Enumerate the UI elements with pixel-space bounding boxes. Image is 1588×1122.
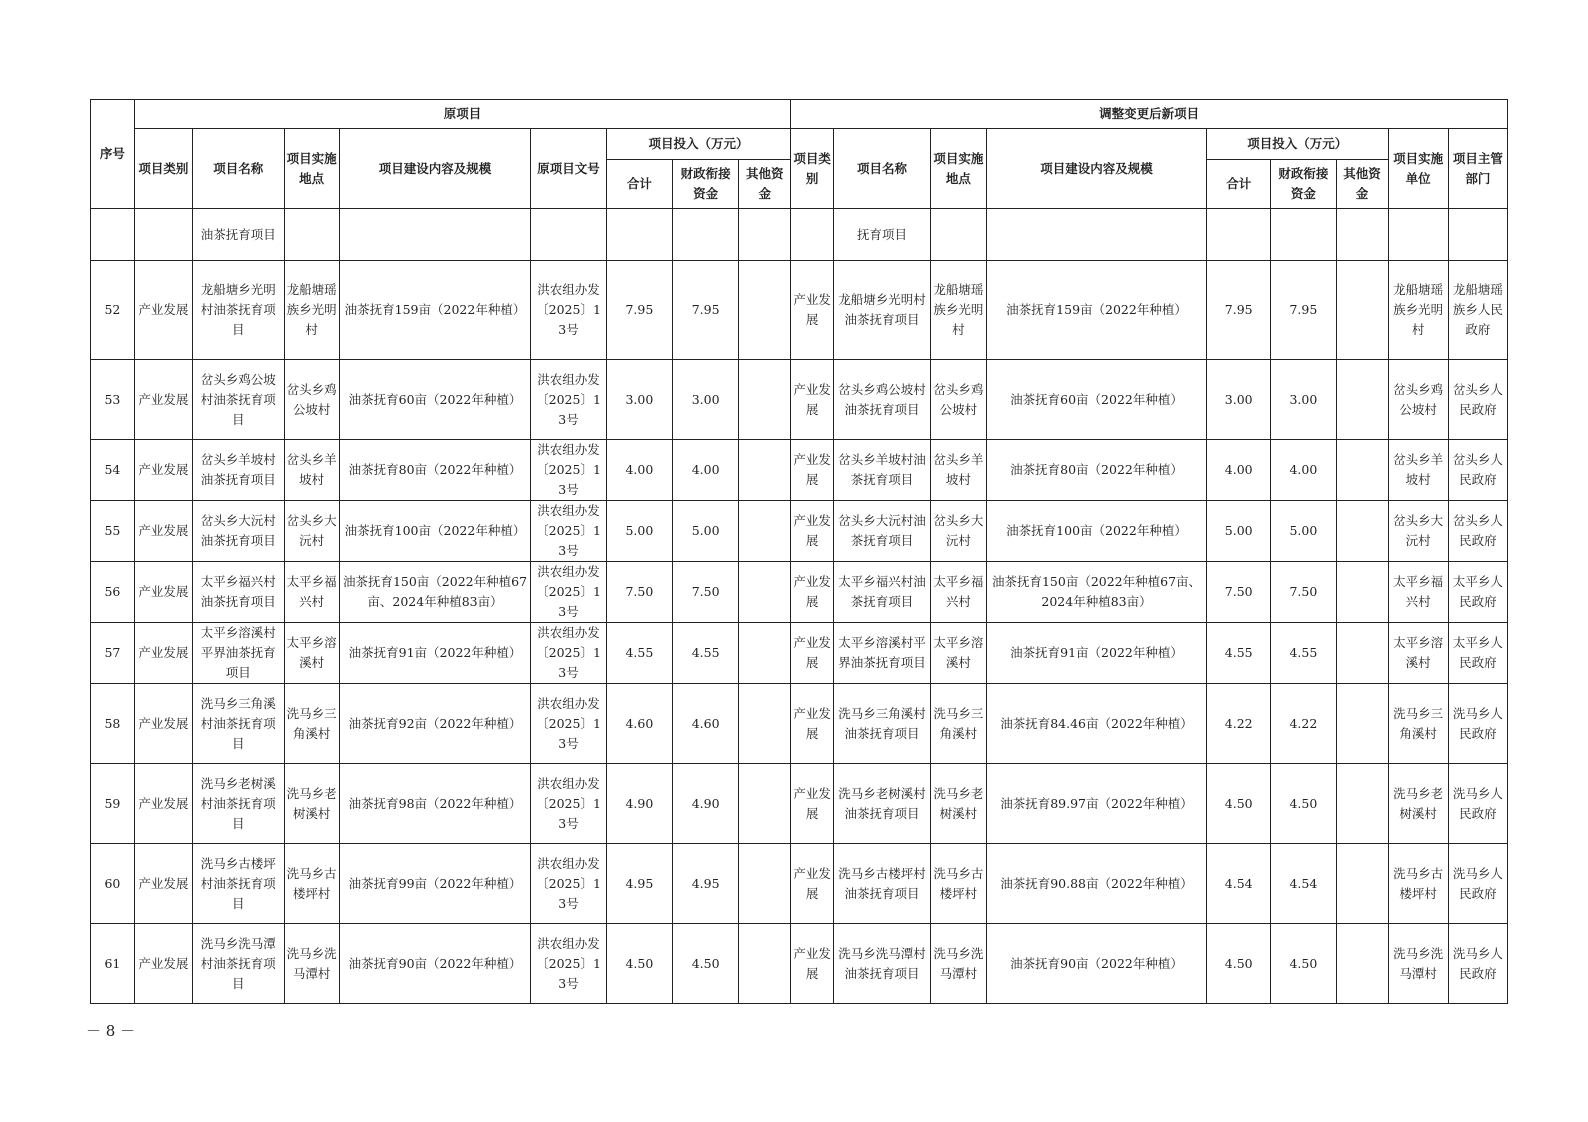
cell-o-type: 产业发展	[134, 764, 192, 844]
table-row	[91, 764, 1508, 844]
header-n-fiscal: 财政衔接资金	[1271, 160, 1336, 209]
cell-n-total: 7.95	[1207, 261, 1271, 360]
cell-n-content: 油茶抚育159亩（2022年种植）	[986, 261, 1206, 360]
table-row	[91, 501, 1508, 562]
cell-o-type: 产业发展	[134, 623, 192, 684]
header-n-invest: 项目投入（万元）	[1207, 129, 1388, 160]
cell-empty	[930, 209, 986, 261]
cell-n-content: 油茶抚育90亩（2022年种植）	[986, 924, 1206, 1004]
cell-n-unit: 岔头乡鸡公坡村	[1388, 360, 1448, 440]
cell-o-name: 岔头乡鸡公坡村油茶抚育项目	[192, 360, 284, 440]
cell-n-type: 产业发展	[791, 623, 834, 684]
cell-n-name: 洗马乡三角溪村油茶抚育项目	[834, 684, 931, 764]
cell-o-other	[739, 440, 791, 501]
cell-seq: 54	[91, 440, 135, 501]
cell-empty	[134, 209, 192, 261]
cell-n-other	[1336, 501, 1388, 562]
header-n-unit: 项目实施单位	[1388, 129, 1448, 209]
cell-o-name: 太平乡溶溪村平界油茶抚育项目	[192, 623, 284, 684]
cell-o-other	[739, 501, 791, 562]
cell-n-fiscal: 4.50	[1271, 764, 1336, 844]
cell-o-name: 油茶抚育项目	[192, 209, 284, 261]
cell-o-fiscal: 4.95	[672, 844, 738, 924]
cell-n-site: 太平乡福兴村	[930, 562, 986, 623]
cell-o-site: 洗马乡洗马潭村	[284, 924, 339, 1004]
table-row	[91, 844, 1508, 924]
table-row	[91, 440, 1508, 501]
cell-seq: 60	[91, 844, 135, 924]
cell-o-site: 太平乡溶溪村	[284, 623, 339, 684]
cell-n-fiscal: 3.00	[1271, 360, 1336, 440]
cell-o-type: 产业发展	[134, 360, 192, 440]
cell-n-unit: 洗马乡古楼坪村	[1388, 844, 1448, 924]
cell-n-type: 产业发展	[791, 360, 834, 440]
cell-o-doc: 洪农组办发〔2025〕13号	[531, 261, 606, 360]
cell-seq: 56	[91, 562, 135, 623]
table-row	[91, 684, 1508, 764]
cell-n-name: 抚育项目	[834, 209, 931, 261]
cell-n-dept: 洗马乡人民政府	[1448, 844, 1507, 924]
cell-empty	[339, 209, 531, 261]
cell-empty	[672, 209, 738, 261]
cell-n-dept: 洗马乡人民政府	[1448, 684, 1507, 764]
table-row	[91, 261, 1508, 360]
cell-n-other	[1336, 844, 1388, 924]
cell-o-content: 油茶抚育60亩（2022年种植）	[339, 360, 531, 440]
cell-o-doc: 洪农组办发〔2025〕13号	[531, 440, 606, 501]
header-o-other: 其他资金	[739, 160, 791, 209]
cell-n-site: 岔头乡大沅村	[930, 501, 986, 562]
cell-n-content: 油茶抚育91亩（2022年种植）	[986, 623, 1206, 684]
cell-n-total: 4.55	[1207, 623, 1271, 684]
header-o-doc: 原项目文号	[531, 129, 606, 209]
cell-o-doc: 洪农组办发〔2025〕13号	[531, 924, 606, 1004]
cell-n-total: 4.50	[1207, 924, 1271, 1004]
continuation-row	[91, 209, 1508, 261]
cell-o-total: 4.60	[606, 684, 672, 764]
cell-o-site: 洗马乡三角溪村	[284, 684, 339, 764]
cell-o-fiscal: 4.60	[672, 684, 738, 764]
cell-o-fiscal: 7.95	[672, 261, 738, 360]
cell-seq: 61	[91, 924, 135, 1004]
cell-n-name: 龙船塘乡光明村油茶抚育项目	[834, 261, 931, 360]
cell-empty	[606, 209, 672, 261]
cell-n-type: 产业发展	[791, 924, 834, 1004]
cell-n-content: 油茶抚育84.46亩（2022年种植）	[986, 684, 1206, 764]
page-number: － 8 －	[86, 1022, 136, 1040]
cell-o-content: 油茶抚育100亩（2022年种植）	[339, 501, 531, 562]
cell-o-site: 岔头乡大沅村	[284, 501, 339, 562]
cell-n-content: 油茶抚育60亩（2022年种植）	[986, 360, 1206, 440]
cell-o-other	[739, 261, 791, 360]
cell-n-other	[1336, 360, 1388, 440]
header-n-type: 项目类别	[791, 129, 834, 209]
cell-n-fiscal: 4.50	[1271, 924, 1336, 1004]
cell-o-fiscal: 7.50	[672, 562, 738, 623]
cell-n-name: 太平乡溶溪村平界油茶抚育项目	[834, 623, 931, 684]
cell-o-type: 产业发展	[134, 440, 192, 501]
table-row	[91, 360, 1508, 440]
cell-n-unit: 岔头乡羊坡村	[1388, 440, 1448, 501]
cell-n-site: 洗马乡三角溪村	[930, 684, 986, 764]
header-n-dept: 项目主管部门	[1448, 129, 1507, 209]
cell-n-other	[1336, 684, 1388, 764]
cell-o-other	[739, 764, 791, 844]
cell-n-dept: 太平乡人民政府	[1448, 623, 1507, 684]
cell-o-content: 油茶抚育99亩（2022年种植）	[339, 844, 531, 924]
cell-n-unit: 洗马乡老树溪村	[1388, 764, 1448, 844]
cell-n-fiscal: 4.54	[1271, 844, 1336, 924]
cell-n-other	[1336, 924, 1388, 1004]
cell-o-total: 3.00	[606, 360, 672, 440]
cell-n-type: 产业发展	[791, 684, 834, 764]
cell-o-content: 油茶抚育92亩（2022年种植）	[339, 684, 531, 764]
cell-o-name: 龙船塘乡光明村油茶抚育项目	[192, 261, 284, 360]
cell-o-other	[739, 844, 791, 924]
cell-o-site: 岔头乡鸡公坡村	[284, 360, 339, 440]
cell-n-fiscal: 5.00	[1271, 501, 1336, 562]
cell-n-dept: 洗马乡人民政府	[1448, 924, 1507, 1004]
cell-empty	[1207, 209, 1271, 261]
cell-n-dept: 太平乡人民政府	[1448, 562, 1507, 623]
cell-seq: 59	[91, 764, 135, 844]
cell-n-type: 产业发展	[791, 501, 834, 562]
cell-empty	[1336, 209, 1388, 261]
cell-n-name: 岔头乡鸡公坡村油茶抚育项目	[834, 360, 931, 440]
cell-n-other	[1336, 562, 1388, 623]
cell-o-fiscal: 4.00	[672, 440, 738, 501]
cell-n-type: 产业发展	[791, 261, 834, 360]
header-o-total: 合计	[606, 160, 672, 209]
cell-n-site: 太平乡溶溪村	[930, 623, 986, 684]
cell-o-type: 产业发展	[134, 501, 192, 562]
cell-n-total: 4.54	[1207, 844, 1271, 924]
cell-n-dept: 岔头乡人民政府	[1448, 501, 1507, 562]
cell-n-site: 洗马乡古楼坪村	[930, 844, 986, 924]
cell-empty	[91, 209, 135, 261]
cell-o-total: 4.55	[606, 623, 672, 684]
cell-o-name: 洗马乡三角溪村油茶抚育项目	[192, 684, 284, 764]
cell-o-name: 洗马乡洗马潭村油茶抚育项目	[192, 924, 284, 1004]
cell-empty	[531, 209, 606, 261]
cell-n-site: 洗马乡老树溪村	[930, 764, 986, 844]
cell-o-total: 4.90	[606, 764, 672, 844]
cell-empty	[1448, 209, 1507, 261]
cell-n-dept: 岔头乡人民政府	[1448, 440, 1507, 501]
cell-o-content: 油茶抚育98亩（2022年种植）	[339, 764, 531, 844]
cell-o-type: 产业发展	[134, 844, 192, 924]
cell-o-doc: 洪农组办发〔2025〕13号	[531, 844, 606, 924]
cell-o-site: 岔头乡羊坡村	[284, 440, 339, 501]
cell-n-dept: 龙船塘瑶族乡人民政府	[1448, 261, 1507, 360]
cell-n-name: 太平乡福兴村油茶抚育项目	[834, 562, 931, 623]
cell-o-name: 洗马乡古楼坪村油茶抚育项目	[192, 844, 284, 924]
cell-o-content: 油茶抚育90亩（2022年种植）	[339, 924, 531, 1004]
cell-o-content: 油茶抚育150亩（2022年种植67亩、2024年种植83亩）	[339, 562, 531, 623]
cell-n-other	[1336, 261, 1388, 360]
cell-n-content: 油茶抚育100亩（2022年种植）	[986, 501, 1206, 562]
cell-o-content: 油茶抚育91亩（2022年种植）	[339, 623, 531, 684]
cell-n-fiscal: 7.50	[1271, 562, 1336, 623]
header-n-total: 合计	[1207, 160, 1271, 209]
header-o-site: 项目实施地点	[284, 129, 339, 209]
cell-n-site: 龙船塘瑶族乡光明村	[930, 261, 986, 360]
header-o-name: 项目名称	[192, 129, 284, 209]
cell-n-fiscal: 4.00	[1271, 440, 1336, 501]
cell-n-content: 油茶抚育89.97亩（2022年种植）	[986, 764, 1206, 844]
cell-o-type: 产业发展	[134, 924, 192, 1004]
cell-o-other	[739, 623, 791, 684]
header-o-invest: 项目投入（万元）	[606, 129, 791, 160]
header-o-fiscal: 财政衔接资金	[672, 160, 738, 209]
cell-o-site: 太平乡福兴村	[284, 562, 339, 623]
cell-o-fiscal: 4.55	[672, 623, 738, 684]
cell-n-total: 3.00	[1207, 360, 1271, 440]
cell-o-fiscal: 4.50	[672, 924, 738, 1004]
cell-o-other	[739, 924, 791, 1004]
cell-o-name: 洗马乡老树溪村油茶抚育项目	[192, 764, 284, 844]
header-n-name: 项目名称	[834, 129, 931, 209]
cell-n-other	[1336, 623, 1388, 684]
cell-o-fiscal: 5.00	[672, 501, 738, 562]
cell-o-type: 产业发展	[134, 261, 192, 360]
cell-n-type: 产业发展	[791, 562, 834, 623]
cell-o-doc: 洪农组办发〔2025〕13号	[531, 562, 606, 623]
cell-o-type: 产业发展	[134, 562, 192, 623]
cell-n-total: 5.00	[1207, 501, 1271, 562]
header-n-other: 其他资金	[1336, 160, 1388, 209]
cell-o-fiscal: 4.90	[672, 764, 738, 844]
cell-n-name: 岔头乡羊坡村油茶抚育项目	[834, 440, 931, 501]
cell-o-doc: 洪农组办发〔2025〕13号	[531, 764, 606, 844]
cell-o-fiscal: 3.00	[672, 360, 738, 440]
table-row	[91, 924, 1508, 1004]
cell-o-total: 4.95	[606, 844, 672, 924]
cell-n-other	[1336, 764, 1388, 844]
cell-n-content: 油茶抚育90.88亩（2022年种植）	[986, 844, 1206, 924]
cell-n-unit: 洗马乡三角溪村	[1388, 684, 1448, 764]
cell-o-total: 7.95	[606, 261, 672, 360]
cell-n-fiscal: 7.95	[1271, 261, 1336, 360]
cell-n-site: 岔头乡鸡公坡村	[930, 360, 986, 440]
project-adjustment-table	[90, 99, 1508, 1004]
cell-n-total: 4.00	[1207, 440, 1271, 501]
cell-n-name: 洗马乡古楼坪村油茶抚育项目	[834, 844, 931, 924]
cell-n-type: 产业发展	[791, 764, 834, 844]
cell-n-type: 产业发展	[791, 844, 834, 924]
cell-seq: 52	[91, 261, 135, 360]
cell-n-dept: 岔头乡人民政府	[1448, 360, 1507, 440]
header-seq: 序号	[91, 100, 135, 209]
cell-o-doc: 洪农组办发〔2025〕13号	[531, 684, 606, 764]
cell-n-unit: 太平乡溶溪村	[1388, 623, 1448, 684]
cell-empty	[739, 209, 791, 261]
cell-o-name: 岔头乡羊坡村油茶抚育项目	[192, 440, 284, 501]
cell-o-doc: 洪农组办发〔2025〕13号	[531, 360, 606, 440]
table-row	[91, 562, 1508, 623]
cell-o-site: 洗马乡老树溪村	[284, 764, 339, 844]
cell-o-content: 油茶抚育159亩（2022年种植）	[339, 261, 531, 360]
cell-n-name: 洗马乡老树溪村油茶抚育项目	[834, 764, 931, 844]
header-o-content: 项目建设内容及规模	[339, 129, 531, 209]
cell-n-site: 洗马乡洗马潭村	[930, 924, 986, 1004]
cell-n-fiscal: 4.55	[1271, 623, 1336, 684]
cell-n-unit: 龙船塘瑶族乡光明村	[1388, 261, 1448, 360]
cell-o-other	[739, 360, 791, 440]
cell-empty	[986, 209, 1206, 261]
cell-empty	[791, 209, 834, 261]
cell-o-other	[739, 562, 791, 623]
header-n-content: 项目建设内容及规模	[986, 129, 1206, 209]
cell-n-site: 岔头乡羊坡村	[930, 440, 986, 501]
cell-o-doc: 洪农组办发〔2025〕13号	[531, 501, 606, 562]
cell-o-total: 4.00	[606, 440, 672, 501]
cell-n-unit: 太平乡福兴村	[1388, 562, 1448, 623]
header-o-type: 项目类别	[134, 129, 192, 209]
cell-o-other	[739, 684, 791, 764]
header-original-project: 原项目	[134, 100, 790, 129]
header-n-site: 项目实施地点	[930, 129, 986, 209]
cell-n-total: 7.50	[1207, 562, 1271, 623]
cell-o-total: 4.50	[606, 924, 672, 1004]
cell-o-site: 龙船塘瑶族乡光明村	[284, 261, 339, 360]
cell-n-unit: 洗马乡洗马潭村	[1388, 924, 1448, 1004]
cell-o-name: 太平乡福兴村油茶抚育项目	[192, 562, 284, 623]
cell-o-doc: 洪农组办发〔2025〕13号	[531, 623, 606, 684]
cell-empty	[1271, 209, 1336, 261]
cell-n-total: 4.22	[1207, 684, 1271, 764]
cell-n-fiscal: 4.22	[1271, 684, 1336, 764]
cell-seq: 55	[91, 501, 135, 562]
cell-empty	[284, 209, 339, 261]
cell-o-type: 产业发展	[134, 684, 192, 764]
cell-o-site: 洗马乡古楼坪村	[284, 844, 339, 924]
cell-n-type: 产业发展	[791, 440, 834, 501]
cell-o-content: 油茶抚育80亩（2022年种植）	[339, 440, 531, 501]
table-row	[91, 623, 1508, 684]
cell-n-unit: 岔头乡大沅村	[1388, 501, 1448, 562]
cell-n-content: 油茶抚育80亩（2022年种植）	[986, 440, 1206, 501]
cell-seq: 58	[91, 684, 135, 764]
cell-n-name: 洗马乡洗马潭村油茶抚育项目	[834, 924, 931, 1004]
cell-n-name: 岔头乡大沅村油茶抚育项目	[834, 501, 931, 562]
cell-o-total: 5.00	[606, 501, 672, 562]
cell-o-total: 7.50	[606, 562, 672, 623]
cell-n-other	[1336, 440, 1388, 501]
cell-n-content: 油茶抚育150亩（2022年种植67亩、2024年种植83亩）	[986, 562, 1206, 623]
cell-empty	[1388, 209, 1448, 261]
cell-n-total: 4.50	[1207, 764, 1271, 844]
cell-seq: 53	[91, 360, 135, 440]
header-new-project: 调整变更后新项目	[791, 100, 1508, 129]
cell-n-dept: 洗马乡人民政府	[1448, 764, 1507, 844]
cell-seq: 57	[91, 623, 135, 684]
cell-o-name: 岔头乡大沅村油茶抚育项目	[192, 501, 284, 562]
